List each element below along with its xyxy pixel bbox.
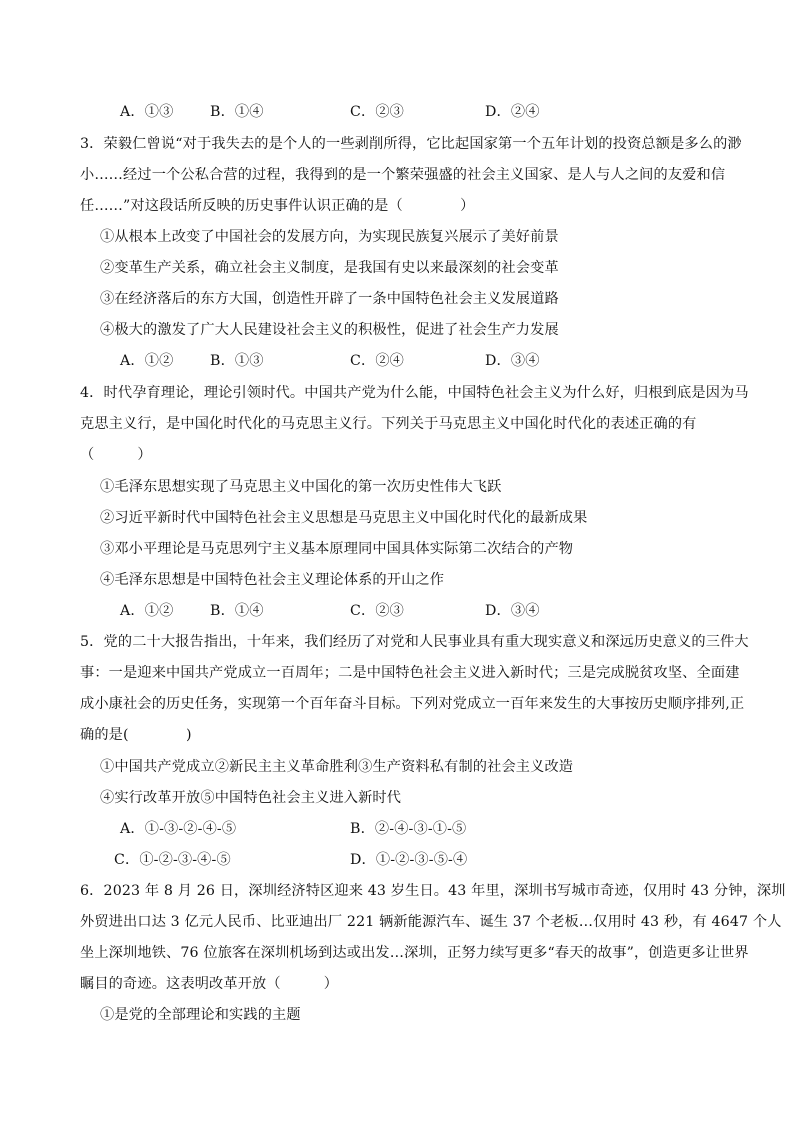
q4-answer-c: C．②③ bbox=[350, 603, 405, 619]
q2-answer-row bbox=[100, 103, 660, 121]
q4-option-3: ③邓小平理论是马克思列宁主义基本原理同中国具体实际第二次结合的产物 bbox=[100, 541, 574, 557]
q3-stem-line-2: 小……经过一个公私合营的过程，我得到的是一个繁荣强盛的社会主义国家、是人与人之间的友爱和信 bbox=[80, 167, 726, 183]
q3-stem-line-1: 3．荣毅仁曾说“对于我失去的是个人的一些剥削所得，它比起国家第一个五年计划的投资总额是多么的渺 bbox=[80, 136, 742, 152]
q5-answer-row-1 bbox=[100, 820, 660, 838]
q5-stem-line-2: 事：一是迎来中国共产党成立一百周年；二是中国特色社会主义进入新时代；三是完成脱贫攻坚、全面建 bbox=[80, 665, 740, 681]
q2-answer-b: B．①④ bbox=[210, 104, 264, 120]
q2-answer-c: C．②③ bbox=[350, 104, 405, 120]
q4-answer-a: A．①② bbox=[120, 603, 174, 619]
q2-answer-a: A．①③ bbox=[120, 104, 174, 120]
q3-option-1: ①从根本上改变了中国社会的发展方向，为实现民族复兴展示了美好前景 bbox=[100, 229, 559, 245]
q3-answer-row bbox=[100, 352, 660, 370]
q4-stem-line-3: （ ） bbox=[80, 447, 152, 463]
q5-answer-d: D．①-②-③-⑤-④ bbox=[350, 852, 468, 868]
q6-stem-line-1: 6．2023 年 8 月 26 日，深圳经济特区迎来 43 岁生日。43 年里，深圳书写城市奇迹，仅用时 43 分钟，深圳 bbox=[80, 883, 786, 899]
q4-option-4: ④毛泽东思想是中国特色社会主义理论体系的开山之作 bbox=[100, 572, 445, 588]
q5-stem-line-4: 确的是( ) bbox=[80, 727, 192, 743]
q3-option-2: ②变革生产关系，确立社会主义制度，是我国有史以来最深刻的社会变革 bbox=[100, 260, 559, 276]
q5-stem-line-3: 成小康社会的历史任务，实现第一个百年奋斗目标。下列对党成立一百年来发生的大事按历史顺序排列,正 bbox=[80, 696, 745, 712]
q5-option-1: ①中国共产党成立②新民主主义革命胜利③生产资料私有制的社会主义改造 bbox=[100, 759, 574, 775]
q3-option-4: ④极大的激发了广大人民建设社会主义的积极性，促进了社会生产力发展 bbox=[100, 322, 559, 338]
q3-option-3: ③在经济落后的东方大国，创造性开辟了一条中国特色社会主义发展道路 bbox=[100, 291, 559, 307]
q6-stem-line-4: 瞩目的奇迹。这表明改革开放（ ） bbox=[80, 976, 339, 992]
q3-answer-d: D．③④ bbox=[485, 353, 540, 369]
q6-stem-line-3: 坐上深圳地铁、76 位旅客在深圳机场到达或出发…深圳，正努力续写更多“春天的故事”，创造更多让世界 bbox=[80, 945, 749, 961]
q6-stem-line-2: 外贸进出口达 3 亿元人民币、比亚迪出厂 221 辆新能源汽车、诞生 37 个老板…仅用时 43 秒，有 4647 个人 bbox=[80, 914, 782, 930]
q2-answer-d: D．②④ bbox=[485, 104, 540, 120]
q4-answer-b: B．①④ bbox=[210, 603, 264, 619]
q4-stem-line-2: 克思主义行，是中国化时代化的马克思主义行。下列关于马克思主义中国化时代化的表述正确的有 bbox=[80, 416, 697, 432]
q4-answer-d: D．③④ bbox=[485, 603, 540, 619]
q5-option-2: ④实行改革开放⑤中国特色社会主义进入新时代 bbox=[100, 790, 402, 806]
q4-option-1: ①毛泽东思想实现了马克思主义中国化的第一次历史性伟大飞跃 bbox=[100, 479, 502, 495]
q3-answer-b: B．①③ bbox=[210, 353, 264, 369]
q3-stem-line-3: 任……”对这段话所反映的历史事件认识正确的是（ ） bbox=[80, 198, 475, 214]
q5-answer-row-2 bbox=[100, 851, 660, 869]
q4-stem-line-1: 4．时代孕育理论，理论引领时代。中国共产党为什么能，中国特色社会主义为什么好，归根到底是因为马 bbox=[80, 385, 749, 401]
q5-stem-line-1: 5．党的二十大报告指出，十年来，我们经历了对党和人民事业具有重大现实意义和深远历史意义的三件大 bbox=[80, 634, 749, 650]
q4-option-2: ②习近平新时代中国特色社会主义思想是马克思主义中国化时代化的最新成果 bbox=[100, 510, 588, 526]
q3-answer-c: C．②④ bbox=[350, 353, 405, 369]
q5-answer-b: B．②-④-③-①-⑤ bbox=[350, 821, 467, 837]
q6-option-1: ①是党的全部理论和实践的主题 bbox=[100, 1007, 301, 1023]
q5-answer-c: C．①-②-③-④-⑤ bbox=[114, 852, 231, 868]
q3-answer-a: A．①② bbox=[120, 353, 174, 369]
q5-answer-a: A．①-③-②-④-⑤ bbox=[120, 821, 237, 837]
q4-answer-row bbox=[100, 602, 660, 620]
